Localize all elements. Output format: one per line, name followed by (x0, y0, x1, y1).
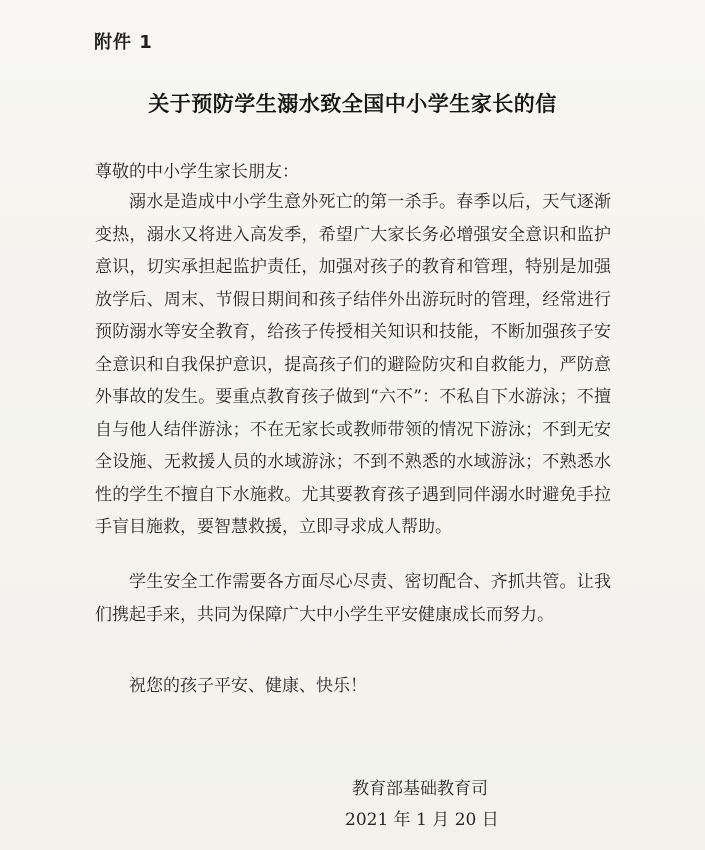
body-paragraph-2: 学生安全工作需要各方面尽心尽责、密切配合、齐抓共管。让我们携起手来，共同为保障广大中小学生平安健康成长而努力。 (95, 572, 611, 625)
closing-wish: 祝您的孩子平安、健康、快乐！ (129, 676, 367, 696)
attachment-label: 附件 1 (94, 32, 153, 53)
document-title: 关于预防学生溺水致全国中小学生家长的信 (148, 92, 557, 116)
signature-organization: 教育部基础教育司 (352, 779, 488, 799)
salutation: 尊敬的中小学生家长朋友： (95, 162, 299, 182)
signature-date: 2021 年 1 月 20 日 (345, 810, 499, 830)
body-paragraph-1: 溺水是造成中小学生意外死亡的第一杀手。春季以后，天气逐渐变热，溺水又将进入高发季，希望广大家长务必增强安全意识和监护意识，切实承担起监护责任，加强对孩子的教育和管理，特别是加强放学后、周末、节假日期间和孩子结伴外出游玩时的管理，经常进行预防溺水等安全教育，给孩子传授相关知识和技能，不断加强孩子安全意识和自我保护意识，提高孩子们的避险防灾和自救能力，严防意外事故的发生。要重点教育孩子做到“六不”：不私自下水游泳；不擅自与他人结伴游泳；不在无家长或教师带领的情况下游泳；不到无安全设施、无救援人员的水域游泳；不到不熟悉的水域游泳；不熟悉水性的学生不擅自下水施救。尤其要教育孩子遇到同伴溺水时避免手拉手盲目施救，要智慧救援，立即寻求成人帮助。 (95, 192, 611, 537)
